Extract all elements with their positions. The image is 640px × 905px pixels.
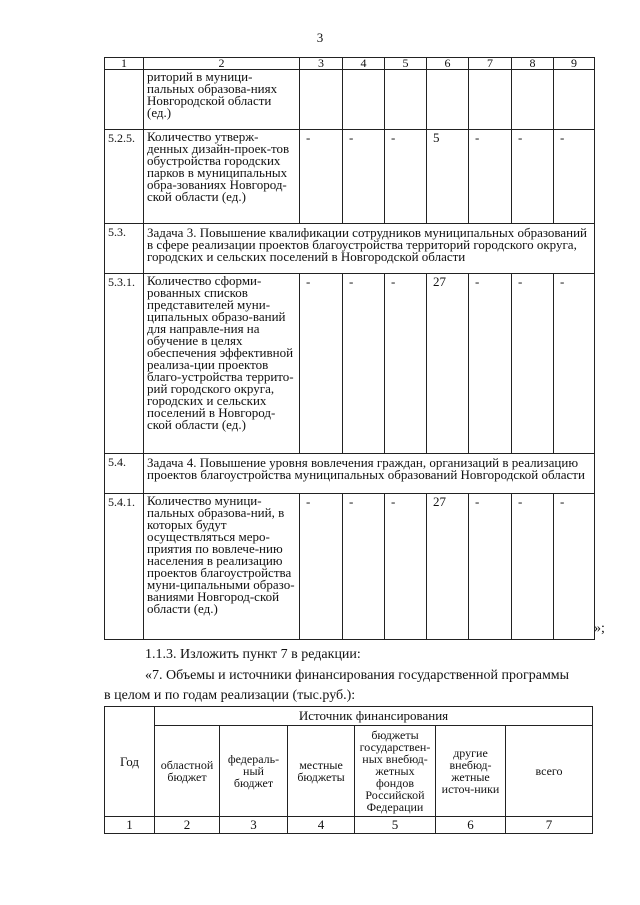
- table-row: [105, 70, 595, 130]
- column-number: 1: [105, 817, 155, 834]
- column-number: 6: [436, 817, 506, 834]
- column-number: 5: [385, 58, 427, 70]
- column-number: 8: [512, 58, 554, 70]
- header-state-funds: бюджеты государствен-ных внебюд-жетных фондов Российской Федерации: [355, 726, 436, 817]
- column-number: 7: [506, 817, 593, 834]
- column-number: 5: [355, 817, 436, 834]
- value-cell: [385, 70, 427, 130]
- value-cell: -: [469, 130, 512, 224]
- value-cell: -: [343, 274, 385, 454]
- row-number: 5.2.5.: [105, 130, 144, 224]
- column-number: 6: [427, 58, 469, 70]
- header-other-sources: другие внебюд-жетные источ-ники: [436, 726, 506, 817]
- row-number: 5.3.1.: [105, 274, 144, 454]
- value-cell: -: [469, 274, 512, 454]
- indicator-text: риторий в муници-пальных образова-ниях Новгородской области (ед.): [144, 70, 300, 130]
- column-number: 4: [288, 817, 355, 834]
- source-header: Источник финансирования: [155, 707, 593, 726]
- task-text: Задача 4. Повышение уровня вовлечения граждан, организаций в реализацию проектов благоустройства муниципальных образований Новгородской области: [144, 454, 595, 494]
- value-cell: -: [512, 130, 554, 224]
- table-row: [105, 494, 595, 640]
- paragraph-item: 1.1.3. Изложить пункт 7 в редакции:: [145, 647, 361, 662]
- value-cell: -: [554, 494, 595, 640]
- column-number-row: [105, 58, 595, 70]
- table-row: [105, 130, 595, 224]
- paragraph-heading: «7. Объемы и источники финансирования государственной программы: [145, 668, 570, 683]
- column-number: 3: [300, 58, 343, 70]
- task-row: [105, 224, 595, 274]
- header-total: всего: [506, 726, 593, 817]
- value-cell: [512, 70, 554, 130]
- header-regional-budget: областной бюджет: [155, 726, 220, 817]
- value-cell: [300, 70, 343, 130]
- value-cell: [554, 70, 595, 130]
- value-cell: -: [385, 130, 427, 224]
- value-cell: -: [300, 130, 343, 224]
- column-number-row: [105, 817, 593, 834]
- value-cell: -: [512, 274, 554, 454]
- table-row: [105, 274, 595, 454]
- value-cell: -: [512, 494, 554, 640]
- value-cell: -: [385, 274, 427, 454]
- value-cell: -: [554, 274, 595, 454]
- page-number: 3: [316, 30, 324, 45]
- value-cell: [427, 70, 469, 130]
- value-cell: -: [385, 494, 427, 640]
- header-federal-budget: федераль-ный бюджет: [220, 726, 288, 817]
- value-cell: 5: [427, 130, 469, 224]
- value-cell: -: [554, 130, 595, 224]
- row-number: 5.3.: [105, 224, 144, 274]
- year-header: Год: [105, 707, 155, 817]
- indicator-text: Количество сформи-рованных списков представителей муни-ципальных образо-ваний для направле-ния на обучение в целях обеспечения эффективной реализа-ции проектов благо-устройства террито-рий городского округа, городских и сельских поселений в Новгород-ской области (ед.): [144, 274, 300, 454]
- column-number: 1: [105, 58, 144, 70]
- row-number: 5.4.: [105, 454, 144, 494]
- value-cell: -: [343, 494, 385, 640]
- indicator-text: Количество утверж-денных дизайн-проек-тов обустройства городских парков в муниципальных обра-зованиях Новгород-ской области (ед.): [144, 130, 300, 224]
- closing-quote: »;: [594, 621, 605, 636]
- column-number: 2: [155, 817, 220, 834]
- task-row: [105, 454, 595, 494]
- value-cell: [343, 70, 385, 130]
- value-cell: -: [469, 494, 512, 640]
- value-cell: 27: [427, 494, 469, 640]
- column-number: 9: [554, 58, 595, 70]
- row-number: 5.4.1.: [105, 494, 144, 640]
- indicator-text: Количество муници-пальных образова-ний, в которых будут осуществляться меро-приятия по вовлече-нию населения в реализацию проектов благоустройства муни-ципальными образо-ваниями Новгород-ской области (ед.): [144, 494, 300, 640]
- task-text: Задача 3. Повышение квалификации сотрудников муниципальных образований в сфере реализации проектов благоустройства территорий городского округа, городских и сельских поселений в Новгородской области: [144, 224, 595, 274]
- value-cell: -: [343, 130, 385, 224]
- column-number: 3: [220, 817, 288, 834]
- indicators-table: [104, 57, 595, 640]
- row-number: [105, 70, 144, 130]
- value-cell: [469, 70, 512, 130]
- financing-table: [104, 706, 593, 834]
- value-cell: 27: [427, 274, 469, 454]
- value-cell: -: [300, 274, 343, 454]
- paragraph-continuation: в целом и по годам реализации (тыс.руб.):: [104, 688, 356, 703]
- column-number: 7: [469, 58, 512, 70]
- header-local-budgets: местные бюджеты: [288, 726, 355, 817]
- column-number: 4: [343, 58, 385, 70]
- value-cell: -: [300, 494, 343, 640]
- column-number: 2: [144, 58, 300, 70]
